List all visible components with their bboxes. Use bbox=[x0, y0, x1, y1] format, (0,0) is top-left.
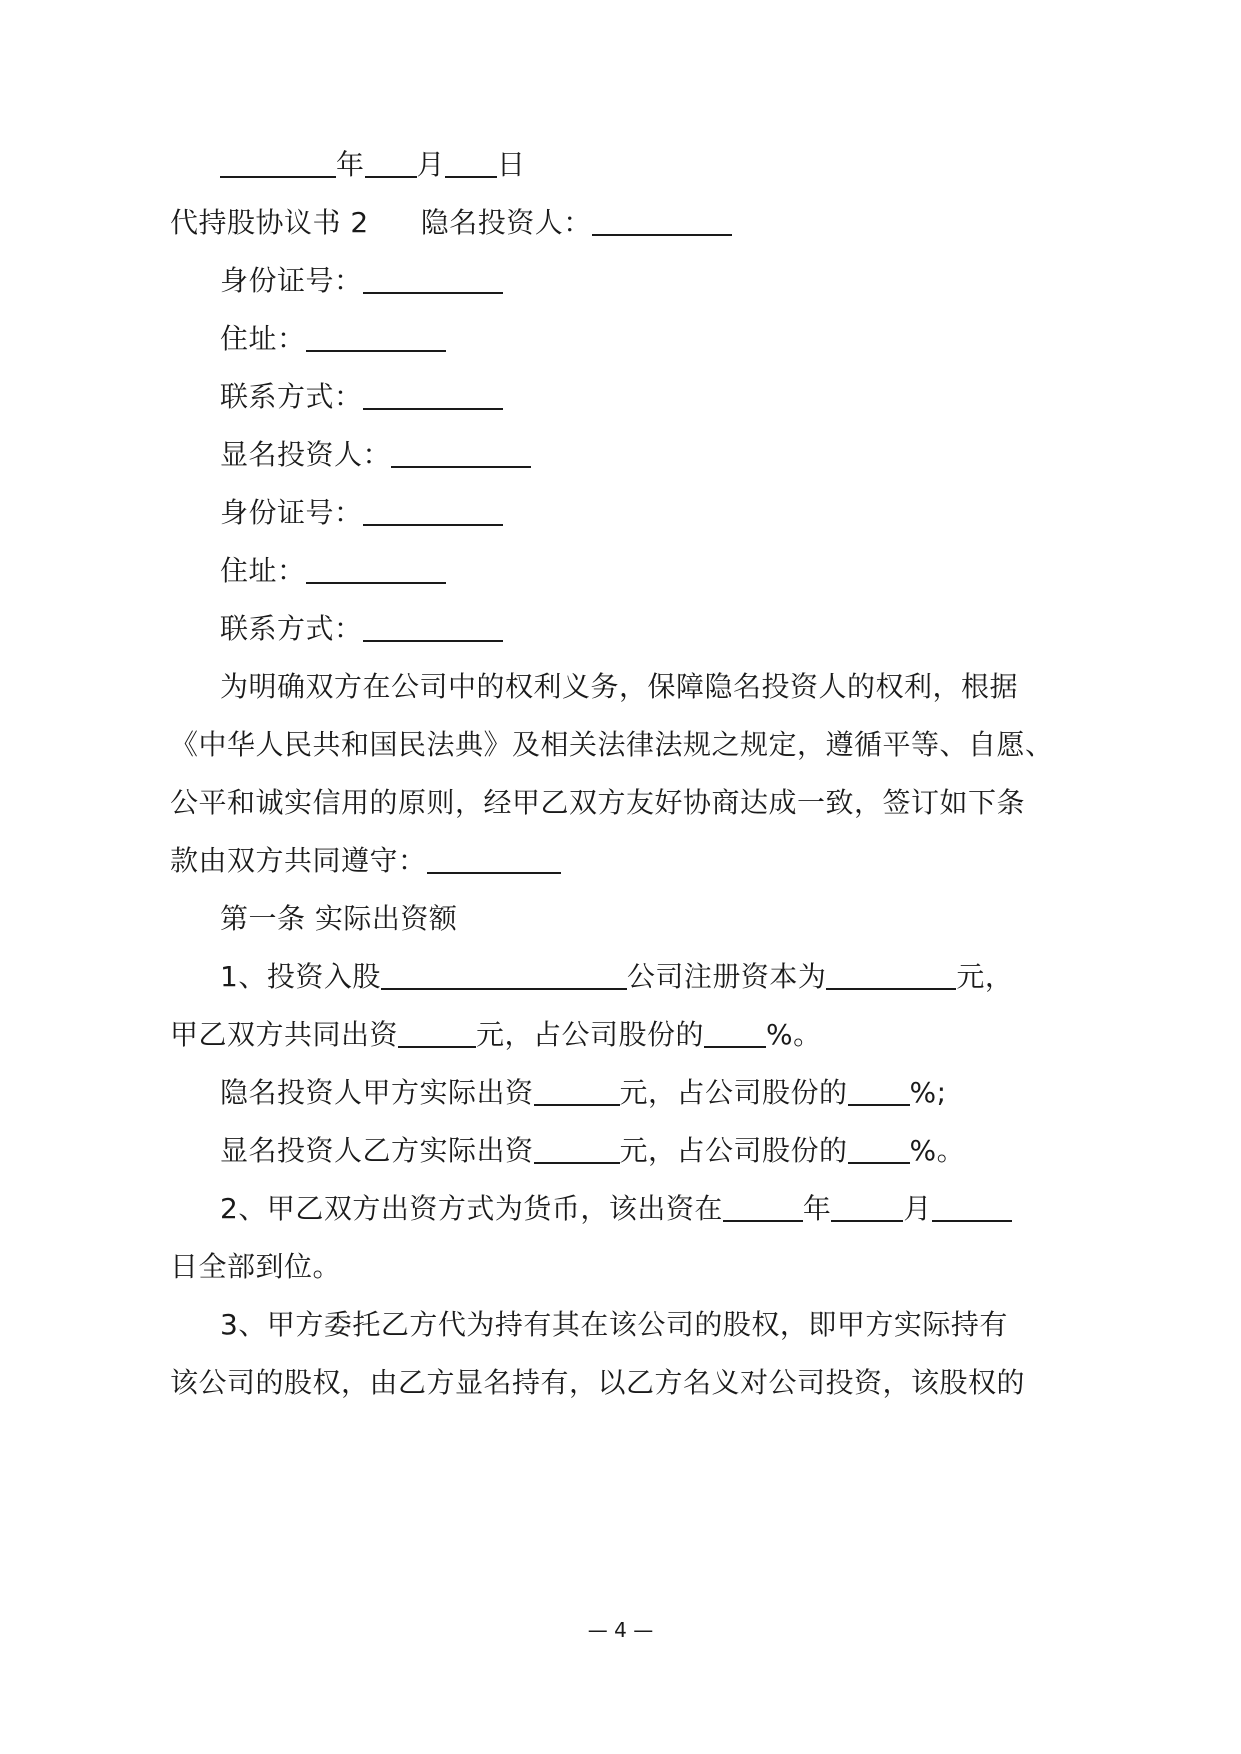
nominee-name-label: 显名投资人： bbox=[220, 438, 392, 471]
joint-capital-blank bbox=[398, 1016, 476, 1048]
preamble-line-4 bbox=[170, 841, 561, 881]
nominee-contribution-text-a: 显名投资人乙方实际出资 bbox=[220, 1134, 534, 1167]
nominee-id-blank bbox=[363, 494, 503, 526]
item1-text-d: 甲乙双方共同出资 bbox=[170, 1018, 399, 1051]
nominee-contact-line bbox=[220, 609, 503, 649]
hidden-investor-blank bbox=[592, 204, 732, 236]
item1-text-a: 1、投资入股 bbox=[220, 960, 381, 993]
nominee-contribution-line bbox=[220, 1131, 965, 1171]
hidden-contribution-text-b: 元，占公司股份的 bbox=[619, 1076, 848, 1109]
year-label: 年 bbox=[336, 148, 365, 181]
day-blank bbox=[445, 146, 497, 178]
nominee-name-line bbox=[220, 435, 531, 475]
nominee-contribution-text-b: 元，占公司股份的 bbox=[619, 1134, 848, 1167]
item2-day-blank bbox=[932, 1190, 1012, 1222]
registered-capital-blank bbox=[826, 958, 956, 990]
month-label: 月 bbox=[416, 148, 446, 181]
document-title: 代持股协议书 2 bbox=[170, 206, 369, 239]
hidden-contact-blank bbox=[363, 378, 503, 410]
preamble-line-2: 《中华人民共和国民法典》及相关法律法规之规定，遵循平等、自愿、 bbox=[170, 728, 1054, 761]
nominee-share-blank bbox=[848, 1132, 910, 1164]
article1-item1-line2 bbox=[170, 1015, 822, 1055]
hidden-share-blank bbox=[848, 1074, 910, 1106]
date-line bbox=[220, 145, 526, 185]
nominee-contribution-text-c: %。 bbox=[909, 1134, 966, 1167]
nominee-address-blank bbox=[306, 552, 446, 584]
article1-item2-line2: 日全部到位。 bbox=[170, 1250, 342, 1283]
day-label: 日 bbox=[497, 148, 526, 181]
hidden-contact-label: 联系方式： bbox=[220, 380, 363, 413]
year-blank bbox=[220, 146, 336, 178]
hidden-contact-line bbox=[220, 377, 503, 417]
page-number: — 4 — bbox=[587, 1618, 654, 1642]
item2-text-a: 2、甲乙双方出资方式为货币，该出资在 bbox=[220, 1192, 723, 1225]
item2-year-blank bbox=[723, 1190, 803, 1222]
article1-item3-line2: 该公司的股权，由乙方显名持有，以乙方名义对公司投资，该股权的 bbox=[170, 1366, 1026, 1399]
nominee-id-line bbox=[220, 493, 503, 533]
item1-text-b: 公司注册资本为 bbox=[626, 960, 827, 993]
article1-item3-line1: 3、甲方委托乙方代为持有其在该公司的股权，即甲方实际持有 bbox=[220, 1308, 1008, 1341]
hidden-id-blank bbox=[363, 262, 503, 294]
preamble-blank bbox=[427, 842, 561, 874]
hidden-address-label: 住址： bbox=[220, 322, 306, 355]
hidden-contribution-text-c: %; bbox=[909, 1076, 947, 1109]
hidden-investor-label: 隐名投资人： bbox=[420, 206, 592, 239]
company-name-blank bbox=[381, 958, 627, 990]
article1-heading: 第一条 实际出资额 bbox=[220, 902, 458, 935]
hidden-contribution-text-a: 隐名投资人甲方实际出资 bbox=[220, 1076, 534, 1109]
nominee-address-label: 住址： bbox=[220, 554, 306, 587]
item1-text-e: 元，占公司股份的 bbox=[476, 1018, 705, 1051]
preamble-line-4-text: 款由双方共同遵守： bbox=[170, 844, 427, 877]
hidden-amount-blank bbox=[534, 1074, 620, 1106]
hidden-address-line bbox=[220, 319, 446, 359]
item2-month-blank bbox=[831, 1190, 903, 1222]
nominee-id-label: 身份证号： bbox=[220, 496, 363, 529]
nominee-address-line bbox=[220, 551, 446, 591]
article1-item2-line1 bbox=[220, 1189, 1012, 1229]
article1-item1-line1 bbox=[220, 957, 1013, 997]
hidden-id-label: 身份证号： bbox=[220, 264, 363, 297]
preamble-line-1: 为明确双方在公司中的权利义务，保障隐名投资人的权利，根据 bbox=[220, 670, 1019, 703]
item2-month-label: 月 bbox=[903, 1192, 932, 1225]
nominee-name-blank bbox=[391, 436, 531, 468]
nominee-contact-label: 联系方式： bbox=[220, 612, 363, 645]
item2-year-label: 年 bbox=[802, 1192, 832, 1225]
joint-share-blank bbox=[704, 1016, 766, 1048]
month-blank bbox=[365, 146, 417, 178]
hidden-address-blank bbox=[306, 320, 446, 352]
preamble-line-3: 公平和诚实信用的原则，经甲乙双方友好协商达成一致，签订如下条 bbox=[170, 786, 1026, 819]
item1-text-c: 元， bbox=[956, 960, 1014, 993]
title-line bbox=[170, 203, 732, 243]
hidden-contribution-line bbox=[220, 1073, 947, 1113]
nominee-contact-blank bbox=[363, 610, 503, 642]
item1-text-f: %。 bbox=[766, 1018, 822, 1051]
nominee-amount-blank bbox=[534, 1132, 620, 1164]
hidden-id-line bbox=[220, 261, 503, 301]
